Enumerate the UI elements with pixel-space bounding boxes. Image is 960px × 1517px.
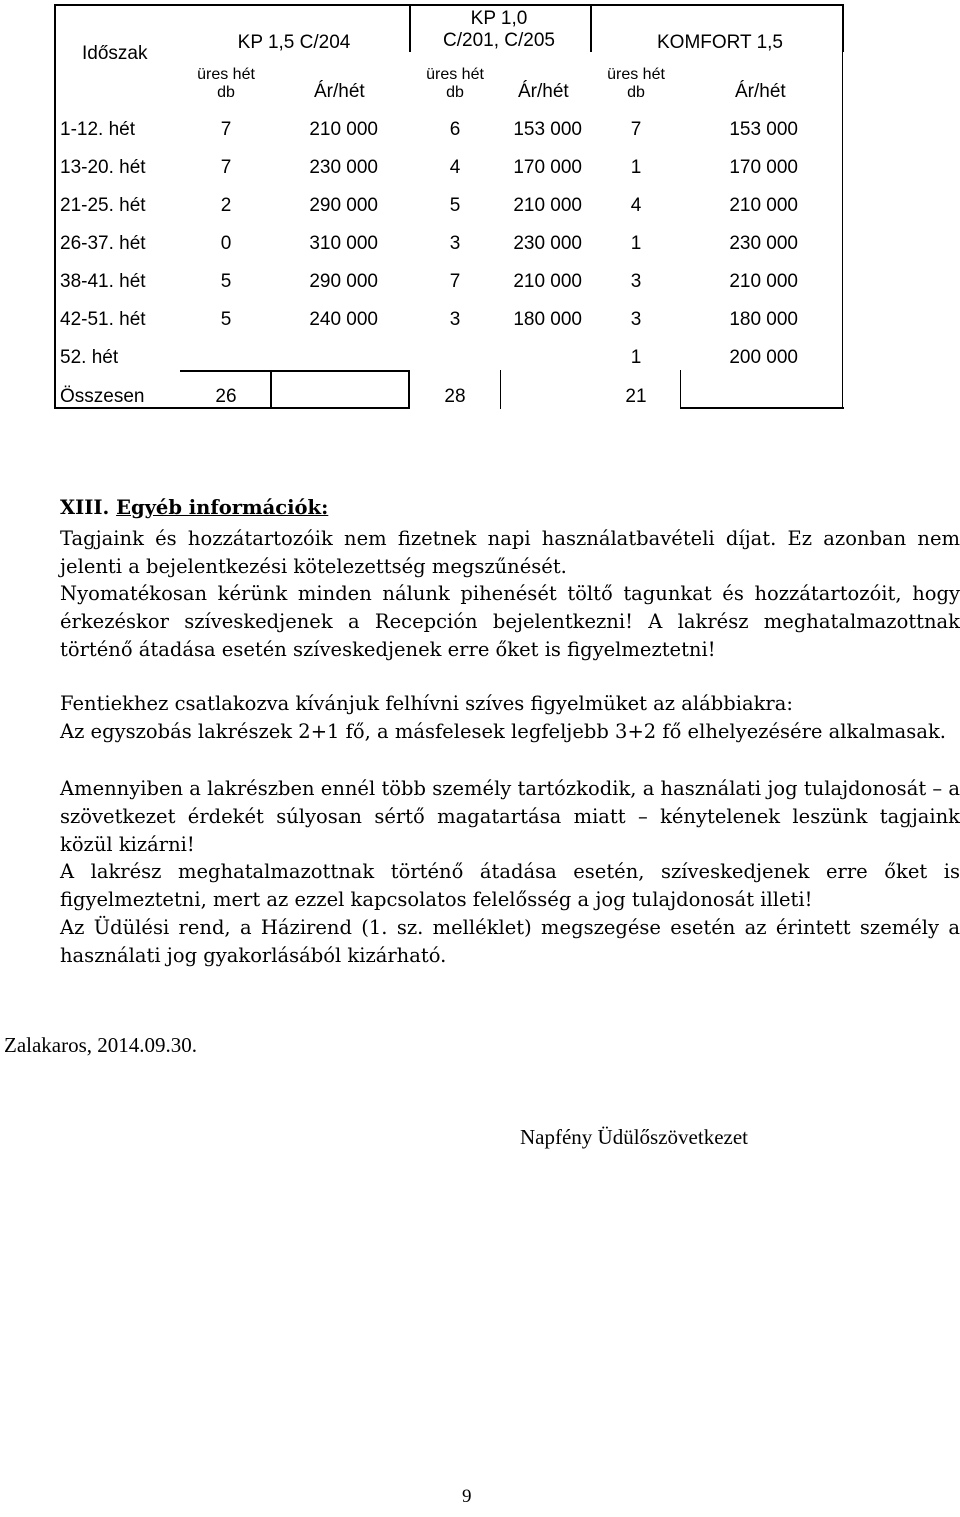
row-count-2: 4 [449, 157, 461, 178]
table-total-cell-divider [270, 370, 272, 409]
group-header-2: KP 1,0 C/201, C/205 [443, 8, 555, 51]
total-count-3: 21 [625, 386, 647, 407]
row-period: 21-25. hét [60, 195, 146, 216]
paragraph-2: Nyomatékosan kérünk minden nálunk pihenését töltő tagunkat és hozzátartozóit, hogy érkezéskor szíveskedjenek a Recepción bejelentkezni! A lakrész meghatalmazottnak történő átadása esetén szíveskedjenek erre őket is figyelmeztetni! [60, 582, 960, 661]
period-header: Időszak [82, 43, 148, 64]
row-count-2: 3 [449, 309, 461, 330]
price-subheader-3: Ár/hét [735, 81, 786, 102]
table-border-right [842, 4, 844, 52]
section-number: XIII. [60, 496, 110, 519]
table-border-top [54, 4, 844, 6]
row-price-3: 200 000 [729, 347, 798, 368]
group-header-1: KP 1,5 C/204 [237, 32, 351, 53]
signature-organization: Napfény Üdülőszövetkezet [520, 1125, 748, 1149]
row-count-1: 5 [220, 271, 232, 292]
row-count-3: 1 [630, 347, 642, 368]
paragraph-4: Az egyszobás lakrészek 2+1 fő, a másfelesek legfeljebb 3+2 fő elhelyezésére alkalmasak. [60, 720, 946, 743]
total-label: Összesen [60, 386, 145, 407]
row-count-3: 1 [630, 233, 642, 254]
row-price-3: 210 000 [729, 271, 798, 292]
table-total-cell-divider-3 [680, 370, 681, 409]
row-period: 42-51. hét [60, 309, 146, 330]
row-price-1: 290 000 [309, 271, 378, 292]
row-count-1: 2 [220, 195, 232, 216]
count-subheader-3: üres hét db [607, 66, 665, 101]
count-subheader-1: üres hét db [197, 66, 255, 101]
table-border-right-lower [842, 52, 843, 409]
row-period: 13-20. hét [60, 157, 146, 178]
row-count-1: 7 [220, 119, 232, 140]
row-count-1: 7 [220, 157, 232, 178]
paragraph-6: A lakrész meghatalmazottnak történő átadása esetén, szíveskedjenek erre őket is figyelmeztetni, mert az ezzel kapcsolatos felelősség a jog tulajdonosát illeti! [60, 860, 960, 911]
price-subheader-2: Ár/hét [518, 81, 569, 102]
row-count-1: 0 [220, 233, 232, 254]
row-price-1: 310 000 [309, 233, 378, 254]
paragraph-7: Az Üdülési rend, a Házirend (1. sz. melléklet) megszegése esetén az érintett személy a használati jog gyakorlásából kizárható. [60, 916, 960, 967]
row-count-2: 6 [449, 119, 461, 140]
row-count-3: 3 [630, 271, 642, 292]
table-total-row-line [180, 370, 410, 372]
section-heading [60, 496, 328, 519]
row-count-1: 5 [220, 309, 232, 330]
row-count-2: 5 [449, 195, 461, 216]
row-period: 26-37. hét [60, 233, 146, 254]
row-count-3: 3 [630, 309, 642, 330]
table-border-left [54, 4, 56, 409]
row-period: 52. hét [60, 347, 119, 368]
row-price-1: 210 000 [309, 119, 378, 140]
row-price-1: 230 000 [309, 157, 378, 178]
row-price-2: 180 000 [513, 309, 582, 330]
row-price-3: 153 000 [729, 119, 798, 140]
total-count-1: 26 [215, 386, 237, 407]
row-price-3: 230 000 [729, 233, 798, 254]
row-period: 38-41. hét [60, 271, 146, 292]
row-price-3: 210 000 [729, 195, 798, 216]
row-count-2: 7 [449, 271, 461, 292]
count-subheader-2: üres hét db [426, 66, 484, 101]
table-border-bottom-right [680, 407, 844, 409]
group-header-3: KOMFORT 1,5 [657, 32, 783, 53]
section-title: Egyéb információk: [116, 496, 329, 519]
row-price-3: 170 000 [729, 157, 798, 178]
table-col-divider-2 [590, 4, 592, 52]
price-subheader-1: Ár/hét [314, 81, 365, 102]
row-price-2: 210 000 [513, 195, 582, 216]
place-date: Zalakaros, 2014.09.30. [4, 1033, 198, 1057]
row-price-3: 180 000 [729, 309, 798, 330]
paragraph-5: Amennyiben a lakrészben ennél több személy tartózkodik, a használati jog tulajdonosát – a szövetkezet érdekét súlyosan sértő magatartása miatt – kénytelenek leszünk tagjaink közül kizárni! [60, 777, 960, 856]
row-price-2: 210 000 [513, 271, 582, 292]
table-col-divider-1b [408, 370, 410, 409]
paragraph-1: Tagjaink és hozzátartozóik nem fizetnek napi használatbavételi díjat. Ez azonban nem jelenti a bejelentkezési kötelezettség megszűnését. [60, 527, 960, 578]
row-price-2: 153 000 [513, 119, 582, 140]
total-count-2: 28 [444, 386, 466, 407]
row-price-2: 170 000 [513, 157, 582, 178]
paragraph-3: Fentiekhez csatlakozva kívánjuk felhívni szíves figyelmüket az alábbiakra: [60, 692, 793, 715]
row-count-3: 4 [630, 195, 642, 216]
row-price-1: 240 000 [309, 309, 378, 330]
page-number: 9 [462, 1486, 472, 1507]
row-price-2: 230 000 [513, 233, 582, 254]
row-count-3: 7 [630, 119, 642, 140]
row-count-3: 1 [630, 157, 642, 178]
table-col-divider-1 [409, 4, 411, 52]
table-total-cell-divider-2 [500, 370, 501, 409]
row-price-1: 290 000 [309, 195, 378, 216]
row-period: 1-12. hét [60, 119, 135, 140]
row-count-2: 3 [449, 233, 461, 254]
